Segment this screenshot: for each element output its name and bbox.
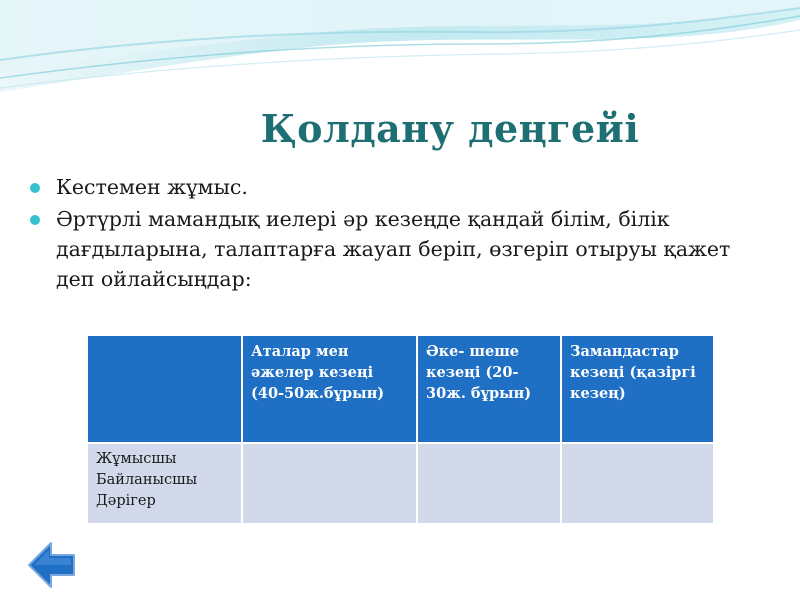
bullet-list [30, 172, 750, 296]
bullet-text: Кестемен жұмыс. [56, 175, 248, 199]
left-arrow-icon [29, 543, 74, 587]
bullet-item [30, 172, 750, 202]
bullet-item [30, 204, 750, 294]
professions-table [86, 334, 715, 525]
profession-doctor: Дәрігер [96, 493, 156, 509]
bullet-text: Әртүрлі мамандық иелері әр кезеңде қандай білім, білік дағдыларына, талаптарға жауап беріп, өзгеріп отыруы қажет деп ойлайсыңдар: [56, 207, 731, 291]
table-header-grandparents: Аталар мен әжелер кезеңі (40-50ж.бұрын) [242, 335, 417, 443]
top-wave-decoration [0, 0, 800, 95]
table-header-corner [87, 335, 242, 443]
table-header-contemporaries: Замандастар кезеңі (қазіргі кезең) [561, 335, 714, 443]
table-cell[interactable] [561, 443, 714, 524]
profession-communications: Байланысшы [96, 472, 198, 488]
table-header-row [87, 335, 714, 443]
table-header-parents: Әке- шеше кезеңі (20-30ж. бұрын) [417, 335, 561, 443]
bullet-dot-icon [30, 215, 40, 225]
profession-worker: Жұмысшы [96, 451, 177, 467]
table-cell[interactable] [417, 443, 561, 524]
back-arrow-button[interactable] [26, 538, 78, 592]
slide-title: Қолдану деңгейі [260, 106, 640, 151]
bullet-dot-icon [30, 183, 40, 193]
table-row [87, 443, 714, 524]
table-row-label [87, 443, 242, 524]
table-cell[interactable] [242, 443, 417, 524]
